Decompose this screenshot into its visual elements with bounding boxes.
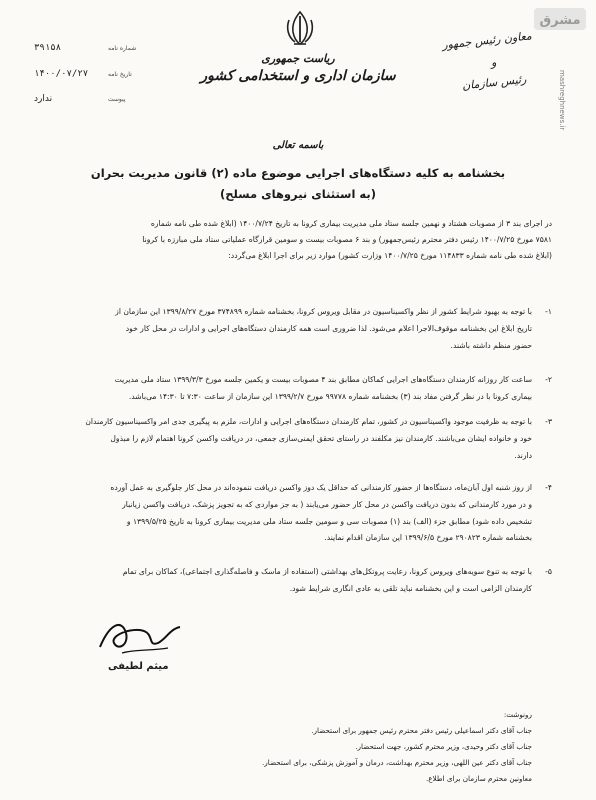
iran-emblem-icon (278, 8, 322, 48)
svg-text:مشرق: مشرق (539, 13, 581, 28)
cc-heading: رونوشت: (503, 710, 532, 719)
watermark-logo (532, 4, 588, 34)
intro-line: (ابلاغ شده طی نامه شماره ۱۱۴۸۳۳ مورخ ۱۴۰۰/۷/۲۵ وزارت کشور) موارد زیر برای اجرا ابلاغ می‌گردد: (228, 251, 552, 260)
basmala: باسمه تعالی (272, 140, 324, 151)
item-line: تشخیص داده شود) مطابق جزء (الف) بند (۱) مصوبات سی و سومین جلسه ستاد ملی مدیریت بیماری کرونا به تاریخ ۱۳۹۹/۵/۲۵ و (126, 516, 532, 526)
item-line: بیماری کرونا با در نظر گرفتن مفاد بند (۳) بخشنامه شماره ۹۹۷۷۸ مورخ ۱۳۹۹/۲/۷ این سازمان از ساعت ۷:۳۰ تا ۱۴:۳۰ می‌باشد. (128, 391, 532, 401)
item-line: حضور منظم داشته باشند. (450, 340, 532, 350)
item-line: با توجه به ظرفیت موجود واکسیناسیون در کشور، تمام کارمندان دستگاه‌های اجرایی و ادارات، ملزم به پیگیری جدی امر واکسیناسیون کارمندان (85, 417, 532, 426)
date-label: تاریخ نامه (108, 71, 132, 78)
circular-subtitle: (به استثنای نیروهای مسلح) (220, 187, 376, 201)
intro-line: در اجرای بند ۳ از مصوبات هشتاد و نهمین جلسه ستاد ملی مدیریت بیماری کرونا به تاریخ ۱۴۰۰/۷/۲۴ (ابلاغ شده طی نامه شماره (150, 219, 552, 228)
item-line: دارند. (514, 450, 532, 460)
item-line: بخشنامه شماره ۲۹۰۸۲۳ مورخ ۱۳۹۹/۶/۵ این سازمان اقدام نمایند. (324, 533, 532, 543)
list-item (40, 564, 552, 598)
circular-title: بخشنامه به کلیه دستگاه‌های اجرایی موضوع ماده (۲) قانون مدیریت بحران (90, 166, 506, 180)
handwritten-note-line2: و (490, 55, 497, 70)
handwritten-note-line3: رئیس سازمان (461, 72, 527, 93)
item-line: با توجه به تنوع سویه‌های ویروس کرونا، رعایت پروتکل‌های بهداشتی (استفاده از ماسک و فاصله‌گذاری اجتماعی)، کماکان برای تمام (122, 567, 532, 576)
item-line: تاریخ ابلاغ این بخشنامه موقوف‌الاجرا اعلام می‌شود. لذا ضروری است همه کارمندان دستگاه‌های اجرایی و ادارات در محل کار خود (125, 323, 532, 333)
attachment-value: ندارد (34, 94, 53, 104)
cc-line: جناب آقای دکتر اسماعیلی رئیس دفتر محترم رئیس جمهور برای استحضار. (311, 726, 532, 735)
cc-line: معاونین محترم سازمان برای اطلاع. (425, 774, 532, 783)
item-line: خود و خانواده ایشان می‌باشند. کارمندان نیز مکلفند در راستای تحقق ایمنی‌سازی جمعی، در دریافت واکسن کرونا اهتمام لازم را مبذول (110, 433, 532, 443)
item-line: و در مورد کارمندانی که بدون دریافت واکسن در محل کار حضور می‌یابند ( به جز مواردی که به تجویز پزشک، دریافت واکسن زیانبار (122, 499, 532, 509)
list-item (40, 480, 552, 547)
item-line: ساعت کار روزانه کارمندان دستگاه‌های اجرایی کماکان مطابق بند ۴ مصوبات بیست و یکمین جلسه مورخ ۱۳۹۹/۳/۳ ستاد ملی مدیریت (114, 375, 532, 384)
number-label: شماره نامه (108, 45, 137, 52)
list-item (40, 372, 552, 406)
signature-icon (92, 613, 188, 659)
intro-line: ۷۵۸۱ مورخ ۱۴۰۰/۷/۲۵ رئیس دفتر محترم رئیس‌جمهور) و بند ۶ مصوبات بیست و سومین قرارگاه عملیاتی ستاد ملی مبارزه با کرونا (142, 235, 552, 244)
org-header-presidency: ریاست جمهوری (261, 52, 335, 65)
signatory-name: میثم لطیفی (108, 661, 169, 672)
letter-number: ۳۹۱۵۸ (34, 43, 62, 53)
item-number: ۳- (545, 417, 552, 426)
item-line: از روز شنبه اول آبان‌ماه، دستگاه‌ها از حضور کارمندانی که حداقل یک دوز واکسن دریافت ننموده‌اند در محل کار جلوگیری به عمل آورده (110, 483, 532, 492)
item-number: ۱- (545, 307, 552, 316)
attachment-label: پیوست (108, 96, 126, 103)
org-header-name: سازمان اداری و استخدامی کشور (200, 68, 396, 84)
item-line: کارمندان الزامی است و این بخشنامه نباید تلقی به عادی انگاری شرایط شود. (289, 583, 532, 593)
list-item (40, 414, 552, 464)
intro-paragraph (32, 216, 552, 264)
watermark-site: mashreghnews.ir (558, 70, 566, 131)
item-number: ۲- (545, 375, 552, 384)
item-number: ۴- (545, 483, 552, 492)
item-number: ۵- (545, 567, 552, 576)
item-line: با توجه به بهبود شرایط کشور از نظر واکسیناسیون در مقابل ویروس کرونا، بخشنامه شماره ۳۷۴۸۹۹ مورخ ۱۳۹۹/۸/۲۷ این سازمان از (115, 307, 532, 316)
letter-date: ۱۴۰۰/۰۷/۲۷ (34, 69, 89, 79)
handwritten-note-line1: معاون رئیس جمهور (441, 29, 533, 52)
list-item (40, 304, 552, 354)
cc-line: جناب آقای دکتر وحیدی، وزیر محترم کشور، جهت استحضار. (355, 742, 532, 751)
cc-line: جناب آقای دکتر عین اللهی، وزیر محترم بهداشت، درمان و آموزش پزشکی، برای استحضار. (262, 758, 532, 767)
